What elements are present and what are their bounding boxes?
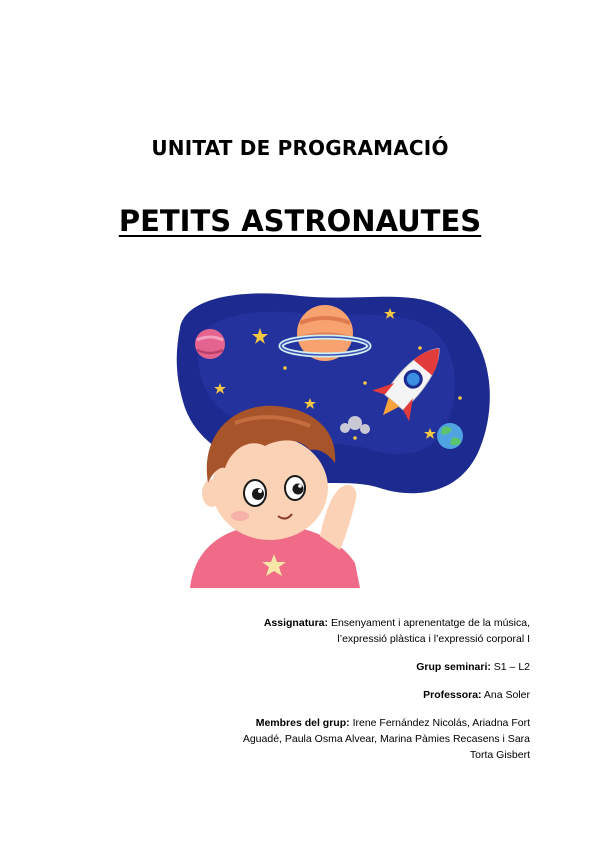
membres-value: Irene Fernández Nicolás, Ariadna Fort Aguadé, Paula Osma Alvear, Marina Pàmies Recasens i Sara Torta Gisbert bbox=[242, 717, 530, 761]
earth-planet bbox=[437, 423, 463, 449]
pink-planet bbox=[195, 329, 225, 359]
membres-line bbox=[230, 715, 530, 763]
membres-label: Membres del grup: bbox=[255, 717, 350, 729]
grup-line bbox=[230, 659, 530, 675]
professora-value: Ana Soler bbox=[483, 689, 530, 701]
assignatura-value: Ensenyament i aprenentatge de la música, l’expressió plàstica i l’expressió corporal I bbox=[330, 617, 530, 645]
document-subtitle: UNITAT DE PROGRAMACIÓ bbox=[151, 136, 449, 160]
cover-illustration bbox=[160, 288, 500, 590]
info-block bbox=[230, 615, 530, 775]
assignatura-line bbox=[230, 615, 530, 647]
document-title: PETITS ASTRONAUTES bbox=[118, 204, 482, 238]
grup-label: Grup seminari: bbox=[416, 661, 491, 673]
document-title-wrapper bbox=[0, 204, 600, 238]
grup-value: S1 – L2 bbox=[493, 661, 530, 673]
professora-line bbox=[230, 687, 530, 703]
assignatura-label: Assignatura: bbox=[263, 617, 329, 629]
professora-label: Professora: bbox=[423, 689, 482, 701]
